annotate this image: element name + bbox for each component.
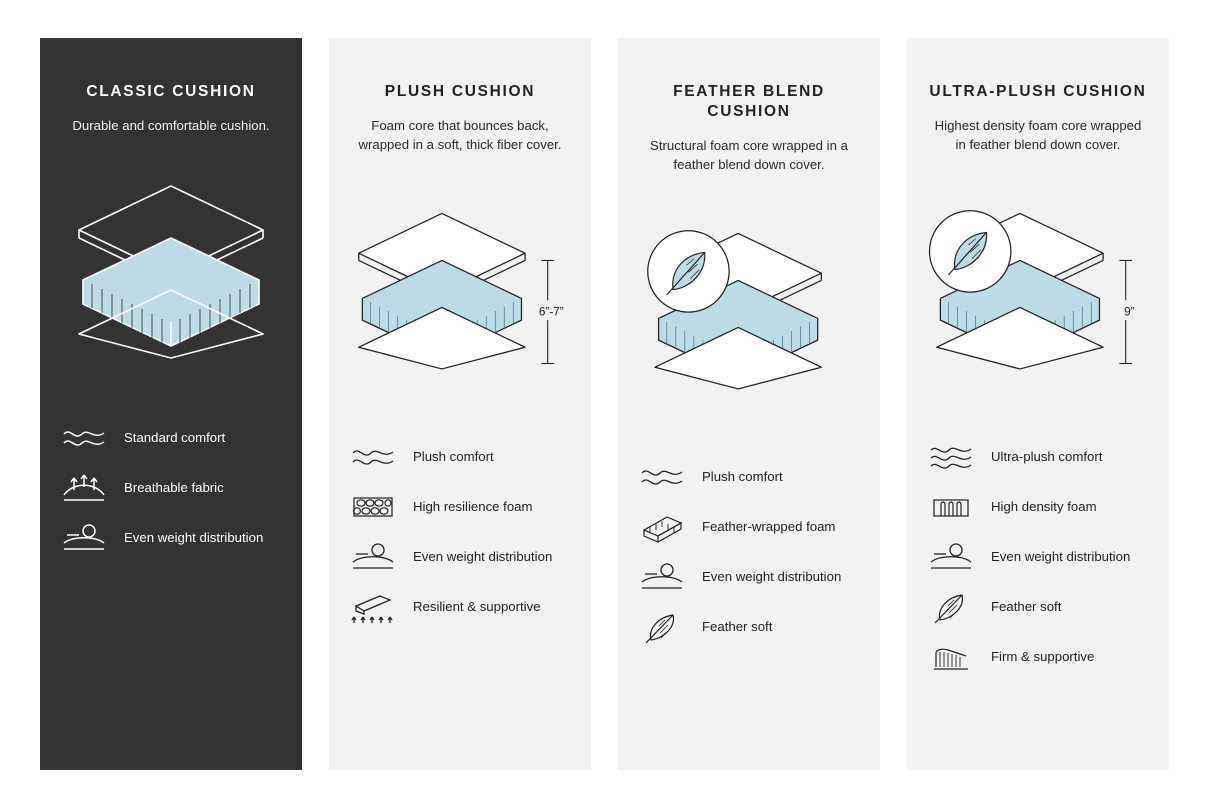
- feature-item: [347, 532, 573, 582]
- feature-item: [58, 413, 284, 463]
- cushion-diagram-classic: [58, 149, 284, 399]
- feature-item: [925, 532, 1151, 582]
- feature-item: [925, 482, 1151, 532]
- feature-item: [636, 452, 862, 502]
- wave-icon: [347, 444, 399, 470]
- resilient-support-icon: [347, 590, 399, 624]
- exploded-cushion-illustration: [636, 203, 862, 423]
- feature-label: Even weight distribution: [413, 549, 553, 564]
- feature-item: [58, 513, 284, 563]
- feature-label: Feather soft: [991, 599, 1062, 614]
- breathable-fabric-icon: [58, 472, 110, 504]
- feature-label: Ultra-plush comfort: [991, 449, 1103, 464]
- feature-list: [347, 432, 573, 632]
- cushion-diagram-ultra-plush: [925, 168, 1151, 418]
- wave-icon: [58, 425, 110, 451]
- feather-icon: [636, 610, 688, 644]
- dimension-label: 9”: [1124, 305, 1135, 319]
- exploded-cushion-illustration: [58, 164, 284, 384]
- feature-label: Even weight distribution: [702, 569, 842, 584]
- wave-icon: [925, 444, 977, 470]
- feature-label: High resilience foam: [413, 499, 533, 514]
- weight-distribution-icon: [925, 541, 977, 573]
- feather-badge-icon: [930, 211, 1011, 292]
- card-title: PLUSH CUSHION: [384, 83, 536, 100]
- cushion-card-feather-blend[interactable]: [618, 38, 880, 770]
- feature-label: Breathable fabric: [124, 480, 224, 495]
- feature-item: [347, 482, 573, 532]
- feather-badge-icon: [648, 231, 729, 312]
- feature-label: Standard comfort: [124, 430, 226, 445]
- feature-list: [58, 413, 284, 563]
- foam-core-layer: [83, 238, 259, 346]
- feature-label: High density foam: [991, 499, 1097, 514]
- cushion-card-plush[interactable]: [329, 38, 591, 770]
- dimension-label: 6”-7”: [538, 305, 564, 319]
- card-title: ULTRA-PLUSH CUSHION: [929, 83, 1147, 100]
- weight-distribution-icon: [347, 541, 399, 573]
- wave-icon: [636, 464, 688, 490]
- cushion-card-ultra-plush[interactable]: [907, 38, 1169, 770]
- card-description: Highest density foam core wrapped in feather blend down cover.: [934, 118, 1142, 152]
- cushion-diagram-feather-blend: [636, 188, 862, 438]
- card-title: CLASSIC CUSHION: [86, 83, 256, 100]
- feature-item: [347, 432, 573, 482]
- feature-item: [58, 463, 284, 513]
- weight-distribution-icon: [58, 522, 110, 554]
- feature-item: [347, 582, 573, 632]
- feature-item: [925, 432, 1151, 482]
- card-title: FEATHER BLEND CUSHION: [673, 83, 825, 120]
- card-description: Structural foam core wrapped in a feather blend down cover.: [650, 138, 848, 172]
- feature-label: Plush comfort: [702, 469, 783, 484]
- cushion-diagram-plush: [347, 168, 573, 418]
- feature-item: [636, 602, 862, 652]
- feather-wrapped-foam-icon: [636, 510, 688, 544]
- honeycomb-foam-icon: [347, 491, 399, 523]
- feature-label: Resilient & supportive: [413, 599, 541, 614]
- feature-label: Even weight distribution: [991, 549, 1131, 564]
- feature-list: [925, 432, 1151, 682]
- firm-support-icon: [925, 641, 977, 673]
- weight-distribution-icon: [636, 561, 688, 593]
- feature-label: Firm & supportive: [991, 649, 1095, 664]
- feature-label: Feather soft: [702, 619, 773, 634]
- feature-item: [636, 502, 862, 552]
- feature-label: Even weight distribution: [124, 530, 264, 545]
- card-description: Durable and comfortable cushion.: [72, 118, 270, 133]
- feature-item: [925, 632, 1151, 682]
- cushion-card-classic[interactable]: [40, 38, 302, 770]
- feature-item: [925, 582, 1151, 632]
- feature-list: [636, 452, 862, 652]
- exploded-cushion-illustration: [347, 183, 573, 403]
- feature-label: Plush comfort: [413, 449, 494, 464]
- feature-item: [636, 552, 862, 602]
- feature-label: Feather-wrapped foam: [702, 519, 836, 534]
- density-foam-icon: [925, 492, 977, 522]
- exploded-cushion-illustration: [925, 183, 1151, 403]
- feather-icon: [925, 590, 977, 624]
- card-description: Foam core that bounces back, wrapped in a soft, thick fiber cover.: [358, 118, 562, 152]
